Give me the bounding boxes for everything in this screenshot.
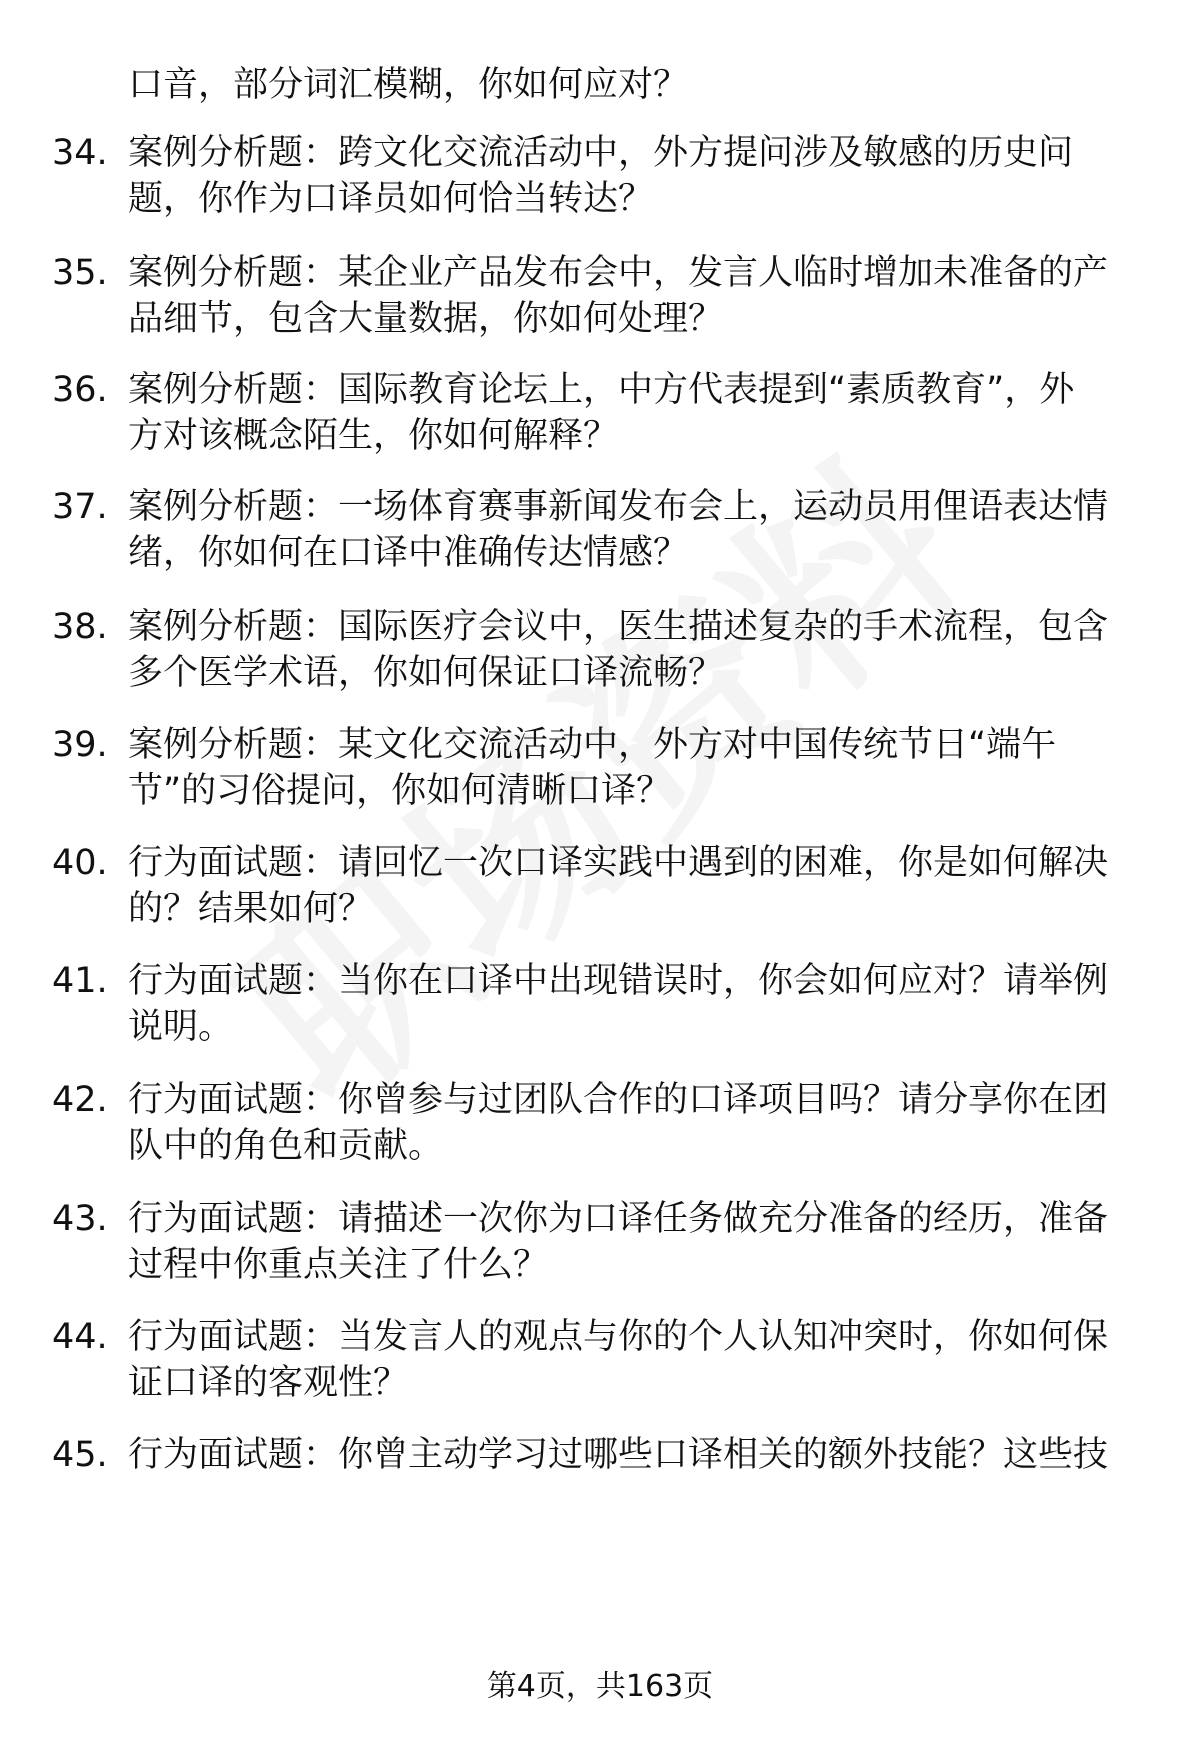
question-text [128,130,1148,222]
question-line: 案例分析题：某文化交流活动中，外方对中国传统节日“端午 [128,725,1057,765]
question-line: 的？结果如何？ [128,889,374,929]
question-number: 42. [52,1080,108,1120]
question-line: 案例分析题：跨文化交流活动中，外方提问涉及敏感的历史问 [128,133,1074,173]
question-number: 44. [52,1317,108,1357]
question-line: 题，你作为口译员如何恰当转达？ [128,179,654,219]
question-text [128,1196,1148,1288]
question-line: 行为面试题：你曾参与过团队合作的口译项目吗？请分享你在团 [128,1080,1109,1120]
question-line: 说明。 [128,1007,234,1047]
question-number: 45. [52,1435,108,1475]
question-line: 行为面试题：当你在口译中出现错误时，你会如何应对？请举例 [128,961,1109,1001]
page-footer: 第4页，共163页 [486,1669,714,1704]
question-number: 36. [52,370,108,410]
question-text [128,1432,1148,1478]
question-line: 行为面试题：请描述一次你为口译任务做充分准备的经历，准备 [128,1199,1109,1239]
continued-question-text: 口音，部分词汇模糊，你如何应对？ [128,65,689,105]
question-line: 案例分析题：一场体育赛事新闻发布会上，运动员用俚语表达情 [128,487,1109,527]
question-number: 38. [52,607,108,647]
question-text [128,250,1148,342]
question-line: 队中的角色和贡献。 [128,1126,444,1166]
question-number: 39. [52,725,108,765]
question-text [128,1077,1148,1169]
question-line: 案例分析题：某企业产品发布会中，发言人临时增加未准备的产 [128,253,1109,293]
question-line: 行为面试题：当发言人的观点与你的个人认知冲突时，你如何保 [128,1317,1109,1357]
question-line: 案例分析题：国际教育论坛上，中方代表提到“素质教育”，外 [128,370,1075,410]
question-text [128,484,1148,576]
question-number: 34. [52,133,108,173]
question-line: 过程中你重点关注了什么？ [128,1245,549,1285]
question-number: 37. [52,487,108,527]
question-line: 节”的习俗提问，你如何清晰口译？ [128,771,672,811]
question-number: 41. [52,961,108,1001]
question-line: 绪，你如何在口译中准确传达情感？ [128,533,689,573]
question-text [128,840,1148,932]
question-line: 行为面试题：请回忆一次口译实践中遇到的困难，你是如何解决 [128,843,1109,883]
question-line: 多个医学术语，你如何保证口译流畅？ [128,653,724,693]
question-number: 35. [52,253,108,293]
question-text [128,958,1148,1050]
question-text [128,367,1148,459]
question-text [128,1314,1148,1406]
question-line: 行为面试题：你曾主动学习过哪些口译相关的额外技能？这些技 [128,1435,1109,1475]
question-text [128,604,1148,696]
question-text [128,722,1148,814]
question-line: 品细节，包含大量数据，你如何处理？ [128,299,724,339]
question-number: 40. [52,843,108,883]
question-line: 证口译的客观性？ [128,1363,409,1403]
question-number: 43. [52,1199,108,1239]
question-line: 案例分析题：国际医疗会议中，医生描述复杂的手术流程，包含 [128,607,1109,647]
question-line: 方对该概念陌生，你如何解释？ [128,416,619,456]
